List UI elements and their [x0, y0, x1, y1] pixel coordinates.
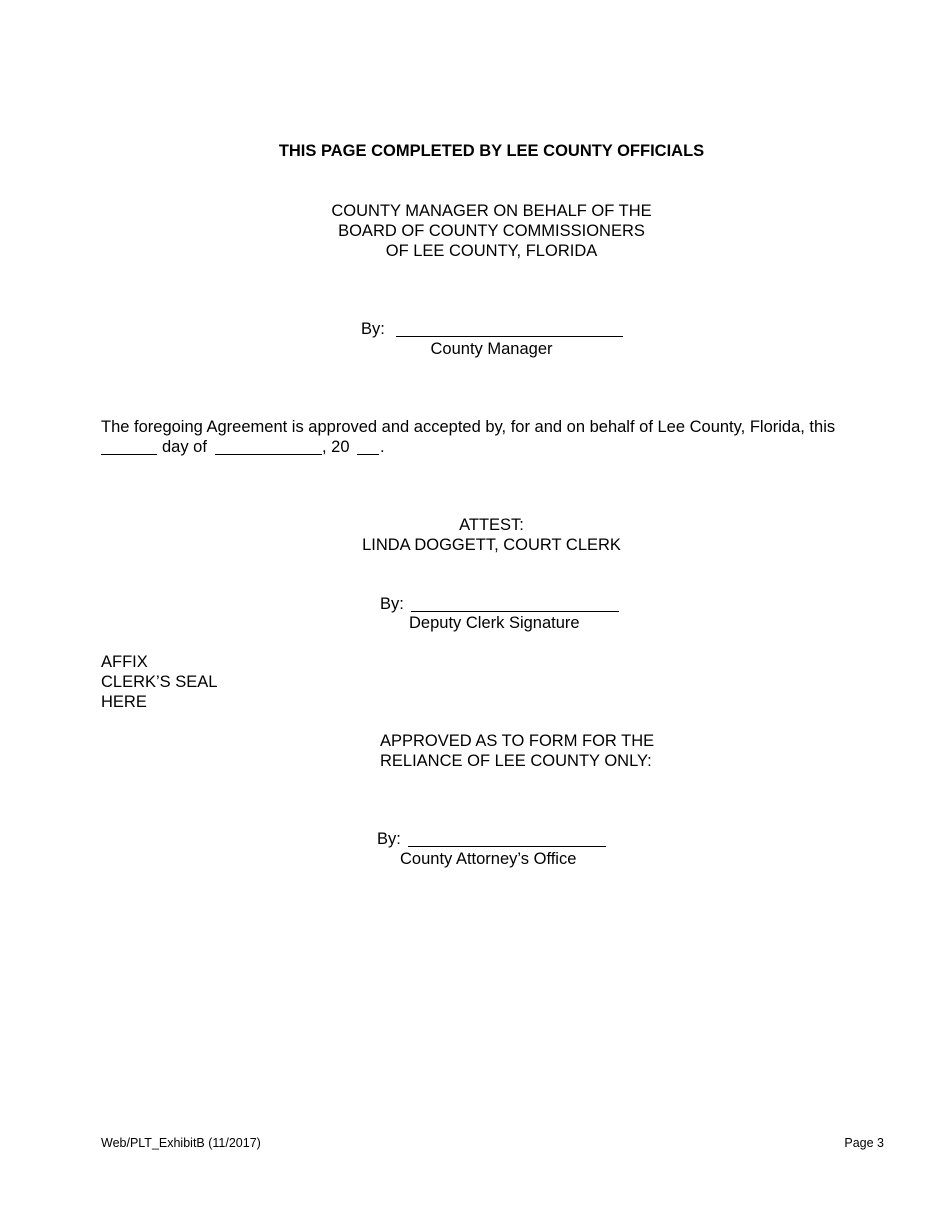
day-of-text: day of [162, 438, 207, 456]
attorney-by-label: By: [377, 830, 401, 848]
approval-line-1: The foregoing Agreement is approved and accepted by, for and on behalf of Lee County, Florida, this [101, 418, 836, 436]
clerk-name: LINDA DOGGETT, COURT CLERK [362, 536, 621, 554]
board-line-3: OF LEE COUNTY, FLORIDA [385, 242, 598, 260]
form-line-1: APPROVED AS TO FORM FOR THE [380, 732, 655, 750]
attorney-caption: County Attorney’s Office [400, 850, 577, 868]
seal-line-1: AFFIX [101, 653, 148, 671]
attest-block [0, 515, 950, 555]
attorney-signature-line[interactable] [408, 846, 606, 847]
manager-signature-line[interactable] [396, 336, 623, 337]
footer-page-number: Page 3 [844, 1136, 884, 1150]
manager-by-label: By: [361, 320, 385, 338]
end-period: . [380, 438, 385, 456]
board-line-2: BOARD OF COUNTY COMMISSIONERS [338, 222, 645, 240]
clerk-signature-line[interactable] [411, 611, 619, 612]
month-blank[interactable] [215, 454, 322, 455]
day-blank[interactable] [101, 454, 157, 455]
attest-label: ATTEST: [459, 516, 524, 534]
year-prefix-text: , 20 [322, 438, 350, 456]
clerk-by-label: By: [380, 595, 404, 613]
form-block [380, 731, 654, 771]
manager-caption: County Manager [430, 340, 553, 358]
seal-line-3: HERE [101, 693, 147, 711]
form-line-2: RELIANCE OF LEE COUNTY ONLY: [380, 752, 652, 770]
clerk-caption: Deputy Clerk Signature [409, 614, 580, 632]
year-blank[interactable] [357, 454, 379, 455]
page-heading: THIS PAGE COMPLETED BY LEE COUNTY OFFICIALS [278, 142, 705, 160]
seal-note [101, 652, 217, 712]
board-line-1: COUNTY MANAGER ON BEHALF OF THE [331, 202, 652, 220]
footer-left: Web/PLT_ExhibitB (11/2017) [101, 1136, 261, 1150]
seal-line-2: CLERK’S SEAL [101, 673, 218, 691]
board-block [0, 201, 950, 261]
